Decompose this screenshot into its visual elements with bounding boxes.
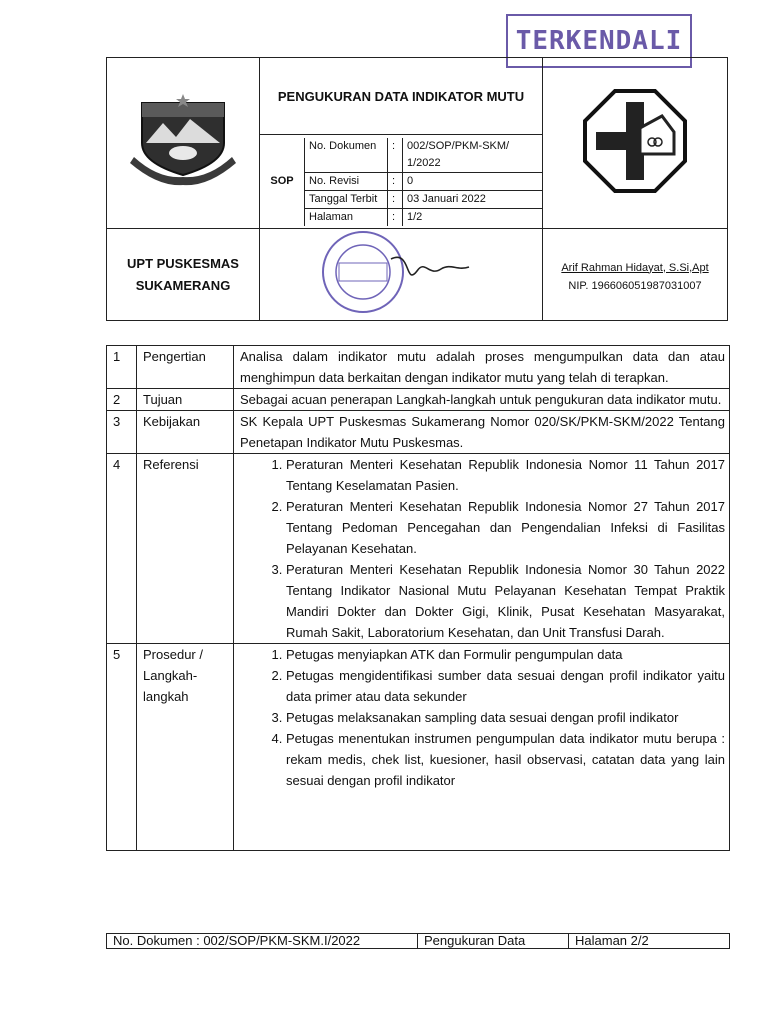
list-item: 3. Petugas melaksanakan sampling data sesuai dengan profil indikator (286, 707, 725, 728)
row-label: Pengertian (137, 346, 234, 389)
organization-line1: UPT PUSKESMAS (127, 255, 239, 271)
meta-label: No. Dokumen (305, 138, 388, 173)
meta-value: 03 Januari 2022 (403, 190, 543, 208)
signer-nip: NIP. 196606051987031007 (568, 279, 702, 292)
table-row (107, 389, 730, 411)
meta-label: Halaman (305, 208, 388, 226)
meta-label: No. Revisi (305, 172, 388, 190)
seal-signature-cell (260, 229, 543, 321)
signer-name: Arif Rahman Hidayat, S.Si,Apt (561, 261, 709, 274)
row-number: 1 (107, 346, 137, 389)
organization-line2: SUKAMERANG (135, 277, 231, 293)
row-text: Sebagai acuan penerapan Langkah-langkah untuk pengukuran data indikator mutu. (234, 389, 730, 411)
procedure-cell (234, 644, 730, 851)
official-seal-and-signature (301, 229, 501, 315)
list-item: 4. Petugas menentukan instrumen pengumpulan data indikator mutu berupa : rekam medis, chek list, kuesioner, hasil observasi, catatan data yang lain sesuai dengan profil indikator (286, 728, 725, 791)
puskesmas-logo-cell (543, 58, 728, 229)
sop-label: SOP (260, 138, 305, 226)
meta-label: Tanggal Terbit (305, 190, 388, 208)
row-text: SK Kepala UPT Puskesmas Sukamerang Nomor 020/SK/PKM-SKM/2022 Tentang Penetapan Indikator Mutu Puskesmas. (234, 411, 730, 454)
meta-value: 002/SOP/PKM-SKM/ 1/2022 (403, 138, 543, 173)
row-number: 3 (107, 411, 137, 454)
references-list (240, 454, 725, 643)
table-row (107, 346, 730, 389)
row-label: Kebijakan (137, 411, 234, 454)
row-label: Referensi (137, 454, 234, 644)
meta-value: 0 (403, 172, 543, 190)
document-title: PENGUKURAN DATA INDIKATOR MUTU (277, 89, 525, 104)
row-number: 2 (107, 389, 137, 411)
procedure-list (240, 644, 725, 791)
meta-value: 1/2 (403, 208, 543, 226)
table-row (107, 644, 730, 851)
sop-header-table (106, 57, 728, 321)
meta-sep: : (388, 190, 403, 208)
page-footer (106, 933, 730, 949)
sop-content-table (106, 345, 730, 851)
stamp-text: TERKENDALI (515, 26, 683, 56)
row-label: Tujuan (137, 389, 234, 411)
footer-title: Pengukuran Data (418, 934, 569, 949)
garut-logo-cell (107, 58, 260, 229)
footer-page: Halaman 2/2 (569, 934, 730, 949)
meta-sep: : (388, 172, 403, 190)
document-meta-table (260, 138, 542, 226)
table-row (107, 454, 730, 644)
references-cell (234, 454, 730, 644)
list-item: 2. Petugas mengidentifikasi sumber data sesuai dengan profil indikator yaitu data primer atau data sekunder (286, 665, 725, 707)
meta-sep: : (388, 208, 403, 226)
row-number: 4 (107, 454, 137, 644)
signer-cell (543, 229, 728, 321)
document-title-cell (260, 58, 543, 135)
document-meta-cell (260, 135, 543, 229)
meta-sep: : (388, 138, 403, 173)
row-label: Prosedur / Langkah-langkah (137, 644, 234, 851)
table-row (107, 411, 730, 454)
footer-document-number: No. Dokumen : 002/SOP/PKM-SKM.I/2022 (107, 934, 418, 949)
organization-cell (107, 229, 260, 321)
puskesmas-logo (582, 88, 688, 194)
row-number: 5 (107, 644, 137, 851)
list-item: 1. Petugas menyiapkan ATK dan Formulir pengumpulan data (286, 644, 725, 665)
list-item: 2. Peraturan Menteri Kesehatan Republik Indonesia Nomor 27 Tahun 2017 Tentang Pedoman Pencegahan dan Pengendalian Infeksi di Fasilitas Pelayanan Kesehatan. (286, 496, 725, 559)
garut-regency-logo (128, 91, 238, 191)
row-text: Analisa dalam indikator mutu adalah proses mengumpulkan data dan atau menghimpun data berkaitan dengan indikator mutu yang telah di terapkan. (234, 346, 730, 389)
list-item: 3. Peraturan Menteri Kesehatan Republik Indonesia Nomor 30 Tahun 2022 Tentang Indikator Nasional Mutu Pelayanan Kesehatan Tempat Praktik Mandiri Dokter dan Dokter Gigi, Klinik, Pusat Kesehatan Masyarakat, Rumah Sakit, Laboratorium Kesehatan, dan Unit Transfusi Darah. (286, 559, 725, 643)
list-item: 1. Peraturan Menteri Kesehatan Republik Indonesia Nomor 11 Tahun 2017 Tentang Keselamatan Pasien. (286, 454, 725, 496)
